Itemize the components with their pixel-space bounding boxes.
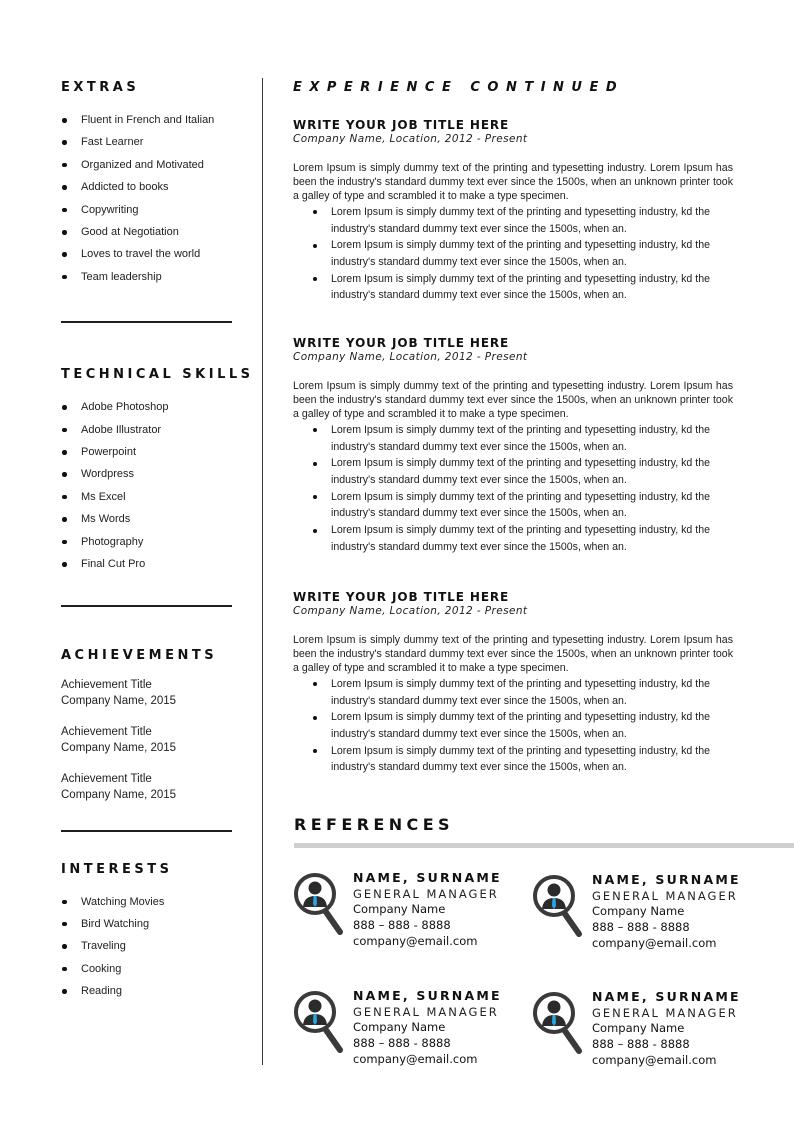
- reference-company: Company Name: [592, 904, 685, 918]
- list-item: Cooking: [61, 958, 236, 980]
- list-item: Powerpoint: [61, 441, 236, 463]
- experience-title: EXPERIENCE CONTINUED: [293, 80, 625, 95]
- sidebar: [61, 80, 254, 1003]
- reference-details: [592, 872, 741, 951]
- list-item: Final Cut Pro: [61, 553, 236, 575]
- list-item: Wordpress: [61, 463, 236, 485]
- achievement-title: Achievement Title: [61, 772, 152, 785]
- job-subtitle: Company Name, Location, 2012 - Present: [293, 605, 528, 617]
- list-item: Bird Watching: [61, 913, 236, 935]
- job-bullets: [293, 422, 733, 556]
- reference-company: Company Name: [353, 1020, 446, 1034]
- achievement-company: Company Name, 2015: [61, 695, 177, 707]
- reference-phone: 888 – 888 - 8888: [353, 918, 451, 932]
- job-title: WRITE YOUR JOB TITLE HERE: [293, 336, 510, 350]
- reference-email: company@email.com: [353, 934, 478, 948]
- achievement-company: Company Name, 2015: [61, 789, 177, 801]
- reference-phone: 888 – 888 - 8888: [592, 1037, 690, 1051]
- job-subtitle: Company Name, Location, 2012 - Present: [293, 133, 528, 145]
- extras-title: EXTRAS: [61, 80, 140, 95]
- list-item: Organized and Motivated: [61, 154, 236, 176]
- reference-company: Company Name: [592, 1021, 685, 1035]
- list-item: Lorem Ipsum is simply dummy text of the printing and typesetting industry, kd the industry's standard dummy text ever since the 1500s, when an.: [293, 204, 733, 237]
- references-rule: [294, 843, 794, 848]
- list-item: Adobe Illustrator: [61, 419, 236, 441]
- reference-details: [353, 870, 502, 949]
- references-title: REFERENCES: [294, 815, 454, 834]
- job-title: WRITE YOUR JOB TITLE HERE: [293, 590, 510, 604]
- person-search-icon: [293, 872, 347, 938]
- job-description: Lorem Ipsum is simply dummy text of the printing and typesetting industry. Lorem Ipsum has been the industry's standard dummy text ever since the 1500s, when an unknown printer took a galley of type and scrambled it to make a type specimen.: [293, 162, 733, 203]
- list-item: Lorem Ipsum is simply dummy text of the printing and typesetting industry, kd the industry's standard dummy text ever since the 1500s, when an.: [293, 676, 733, 709]
- list-item: Watching Movies: [61, 891, 236, 913]
- list-item: Addicted to books: [61, 176, 236, 198]
- reference-role: GENERAL MANAGER: [592, 1006, 738, 1020]
- reference-role: GENERAL MANAGER: [592, 889, 738, 903]
- list-item: Fast Learner: [61, 131, 236, 153]
- list-item: Lorem Ipsum is simply dummy text of the printing and typesetting industry, kd the industry's standard dummy text ever since the 1500s, when an.: [293, 522, 733, 555]
- achievement-title: Achievement Title: [61, 725, 152, 738]
- achievement-company: Company Name, 2015: [61, 742, 177, 754]
- achievements-title: ACHIEVEMENTS: [61, 647, 218, 663]
- person-search-icon: [532, 874, 586, 940]
- person-search-icon: [293, 990, 347, 1056]
- section-divider: [61, 605, 232, 607]
- list-item: Ms Words: [61, 508, 236, 530]
- list-item: Team leadership: [61, 266, 236, 288]
- job-description: Lorem Ipsum is simply dummy text of the printing and typesetting industry. Lorem Ipsum has been the industry's standard dummy text ever since the 1500s, when an unknown printer took a galley of type and scrambled it to make a type specimen.: [293, 634, 733, 675]
- list-item: Lorem Ipsum is simply dummy text of the printing and typesetting industry, kd the industry's standard dummy text ever since the 1500s, when an.: [293, 271, 733, 304]
- interests-title: INTERESTS: [61, 861, 173, 877]
- achievements-section: [61, 648, 236, 804]
- reference-card: [532, 989, 741, 1089]
- column-divider: [262, 78, 263, 1065]
- reference-company: Company Name: [353, 902, 446, 916]
- reference-role: GENERAL MANAGER: [353, 1005, 499, 1019]
- reference-details: [592, 989, 741, 1068]
- job-bullets: [293, 204, 733, 304]
- job-description: Lorem Ipsum is simply dummy text of the printing and typesetting industry. Lorem Ipsum has been the industry's standard dummy text ever since the 1500s, when an unknown printer took a galley of type and scrambled it to make a type specimen.: [293, 380, 733, 421]
- reference-phone: 888 – 888 - 8888: [353, 1036, 451, 1050]
- reference-name: NAME, SURNAME: [592, 989, 741, 1004]
- achievement-item: [61, 724, 236, 757]
- interests-list: [61, 891, 236, 1003]
- reference-card: [293, 870, 502, 970]
- list-item: Lorem Ipsum is simply dummy text of the printing and typesetting industry, kd the industry's standard dummy text ever since the 1500s, when an.: [293, 422, 733, 455]
- reference-card: [293, 988, 502, 1088]
- technical-skills-section: [61, 367, 254, 575]
- list-item: Photography: [61, 531, 236, 553]
- reference-name: NAME, SURNAME: [353, 988, 502, 1003]
- interests-section: [61, 862, 236, 1003]
- reference-card: [532, 872, 741, 972]
- achievement-title: Achievement Title: [61, 678, 152, 691]
- achievement-item: [61, 677, 236, 710]
- section-divider: [61, 830, 232, 832]
- job-subtitle: Company Name, Location, 2012 - Present: [293, 351, 528, 363]
- list-item: Copywriting: [61, 199, 236, 221]
- job-entry: [293, 590, 733, 776]
- achievement-item: [61, 771, 236, 804]
- list-item: Loves to travel the world: [61, 243, 236, 265]
- list-item: Lorem Ipsum is simply dummy text of the printing and typesetting industry, kd the industry's standard dummy text ever since the 1500s, when an.: [293, 743, 733, 776]
- list-item: Lorem Ipsum is simply dummy text of the printing and typesetting industry, kd the industry's standard dummy text ever since the 1500s, when an.: [293, 237, 733, 270]
- section-divider: [61, 321, 232, 323]
- list-item: Traveling: [61, 935, 236, 957]
- reference-name: NAME, SURNAME: [592, 872, 741, 887]
- list-item: Good at Negotiation: [61, 221, 236, 243]
- list-item: Reading: [61, 980, 236, 1002]
- reference-details: [353, 988, 502, 1067]
- reference-email: company@email.com: [592, 936, 717, 950]
- reference-email: company@email.com: [353, 1052, 478, 1066]
- list-item: Lorem Ipsum is simply dummy text of the printing and typesetting industry, kd the industry's standard dummy text ever since the 1500s, when an.: [293, 455, 733, 488]
- list-item: Fluent in French and Italian: [61, 109, 236, 131]
- reference-role: GENERAL MANAGER: [353, 887, 499, 901]
- technical-skills-list: [61, 396, 236, 575]
- experience-section: [293, 80, 733, 774]
- job-bullets: [293, 676, 733, 776]
- job-entry: [293, 336, 733, 556]
- extras-list: [61, 109, 236, 288]
- list-item: Lorem Ipsum is simply dummy text of the printing and typesetting industry, kd the industry's standard dummy text ever since the 1500s, when an.: [293, 709, 733, 742]
- reference-name: NAME, SURNAME: [353, 870, 502, 885]
- list-item: Ms Excel: [61, 486, 236, 508]
- reference-phone: 888 – 888 - 8888: [592, 920, 690, 934]
- person-search-icon: [532, 991, 586, 1057]
- extras-section: [61, 80, 236, 288]
- job-entry: [293, 118, 733, 304]
- reference-email: company@email.com: [592, 1053, 717, 1067]
- technical-skills-title: TECHNICAL SKILLS: [61, 367, 254, 383]
- job-title: WRITE YOUR JOB TITLE HERE: [293, 118, 510, 132]
- list-item: Adobe Photoshop: [61, 396, 236, 418]
- list-item: Lorem Ipsum is simply dummy text of the printing and typesetting industry, kd the industry's standard dummy text ever since the 1500s, when an.: [293, 489, 733, 522]
